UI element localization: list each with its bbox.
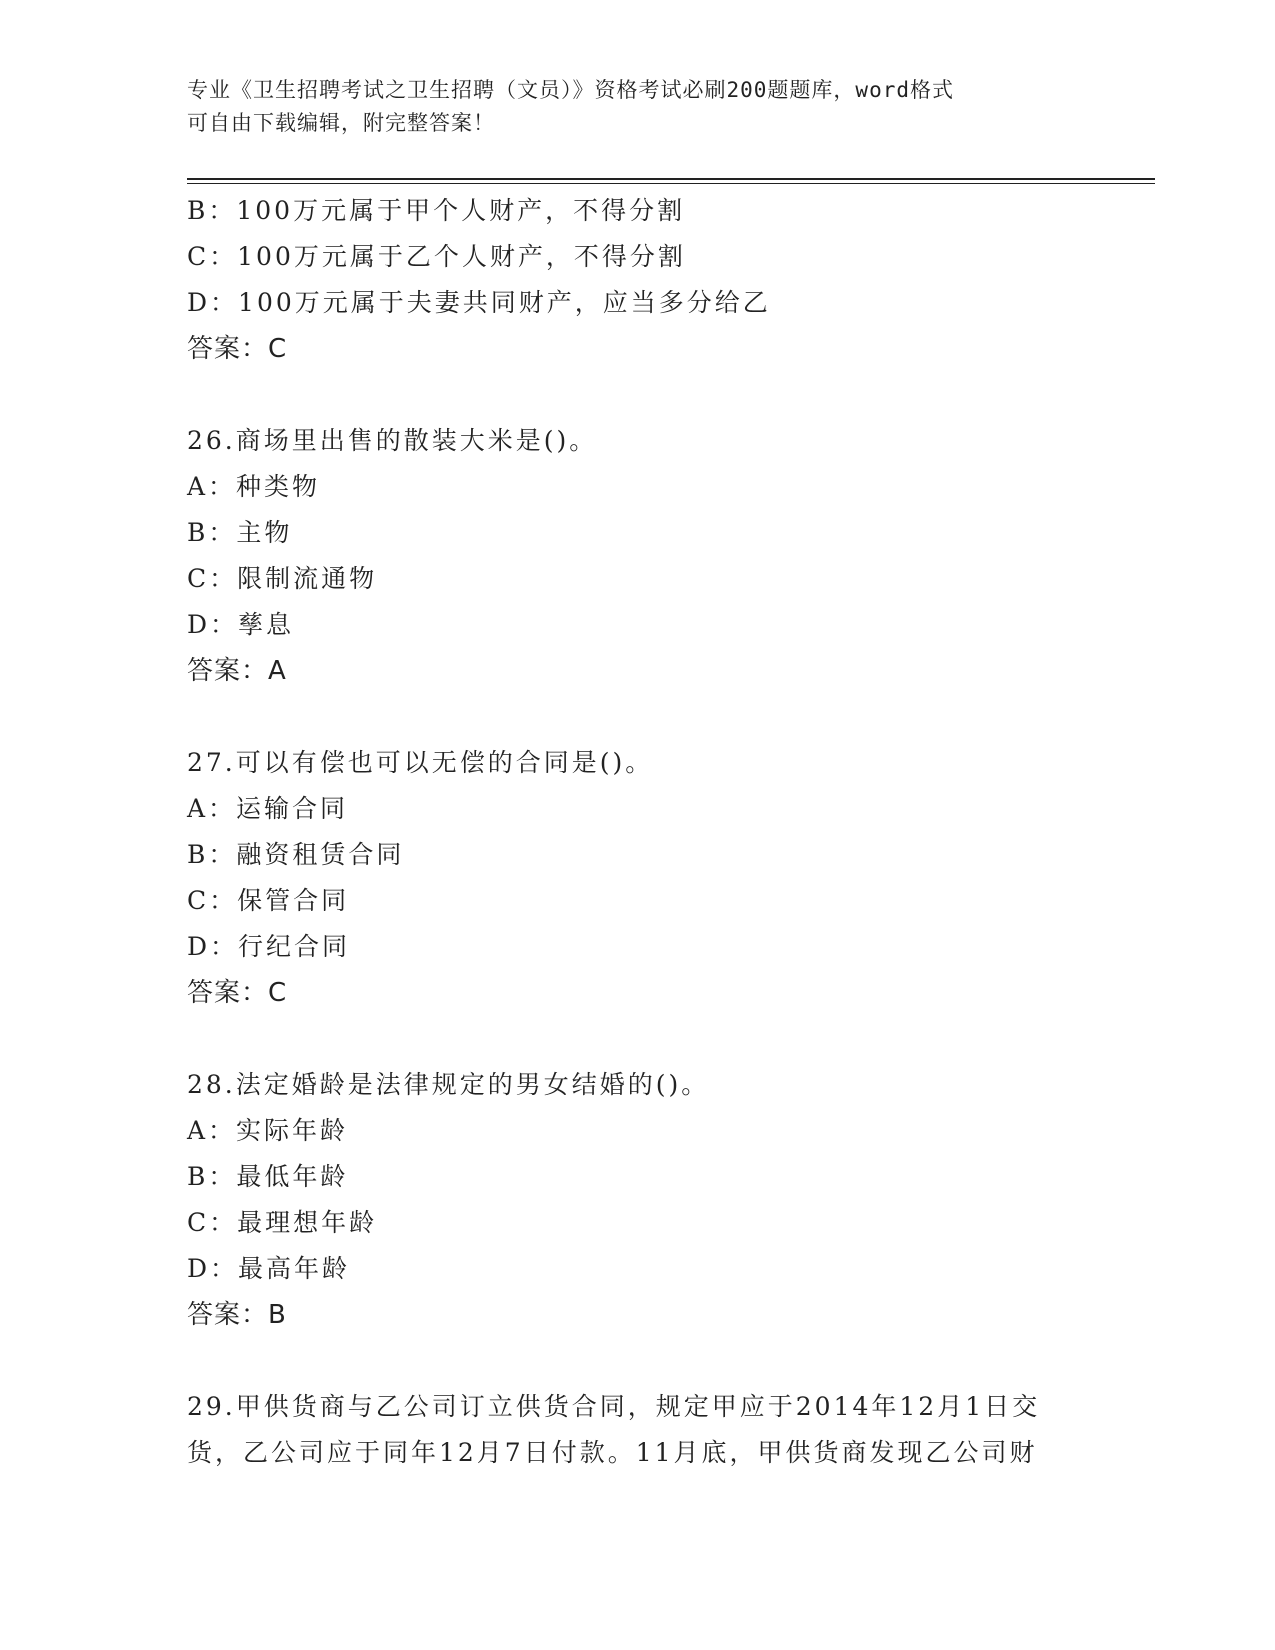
question-stem-line-2: 货，乙公司应于同年12月7日付款。11月底，甲供货商发现乙公司财 [187,1438,1038,1467]
question-stem: 28.法定婚龄是法律规定的男女结婚的()。 [187,1070,710,1099]
header-line-2: 可自由下载编辑，附完整答案！ [187,111,495,135]
option-b: B：融资租赁合同 [187,840,405,869]
question-content [187,188,1087,1476]
question-27 [187,740,1087,1016]
question-28 [187,1062,1087,1338]
question-25-continuation [187,188,1087,372]
option-a: A：种类物 [187,472,321,501]
option-b: B：主物 [187,518,293,547]
option-b: B：100万元属于甲个人财产，不得分割 [187,196,686,225]
spacer [187,372,1087,418]
answer-line: 答案：A [187,656,287,686]
header-rule-thin [187,183,1155,184]
question-29 [187,1384,1087,1476]
question-stem: 27.可以有偿也可以无偿的合同是()。 [187,748,654,777]
header-line-1: 专业《卫生招聘考试之卫生招聘（文员）》资格考试必刷200题题库，word格式 [187,78,954,102]
option-a: A：实际年龄 [187,1116,349,1145]
option-c: C：最理想年龄 [187,1208,378,1237]
header-rule-thick [187,178,1155,180]
spacer [187,694,1087,740]
option-d: D：最高年龄 [187,1254,351,1283]
answer-line: 答案：B [187,1300,287,1330]
spacer [187,1016,1087,1062]
question-stem-line-1: 29.甲供货商与乙公司订立供货合同，规定甲应于2014年12月1日交 [187,1392,1041,1421]
question-26 [187,418,1087,694]
answer-line: 答案：C [187,334,288,364]
option-c: C：限制流通物 [187,564,378,593]
document-header [187,74,1067,140]
answer-line: 答案：C [187,978,288,1008]
option-d: D：行纪合同 [187,932,351,961]
option-d: D：孳息 [187,610,295,639]
question-stem: 26.商场里出售的散装大米是()。 [187,426,598,455]
option-c: C：保管合同 [187,886,350,915]
option-b: B：最低年龄 [187,1162,349,1191]
option-d: D：100万元属于夫妻共同财产，应当多分给乙 [187,288,771,317]
option-a: A：运输合同 [187,794,349,823]
option-c: C：100万元属于乙个人财产，不得分割 [187,242,686,271]
spacer [187,1338,1087,1384]
